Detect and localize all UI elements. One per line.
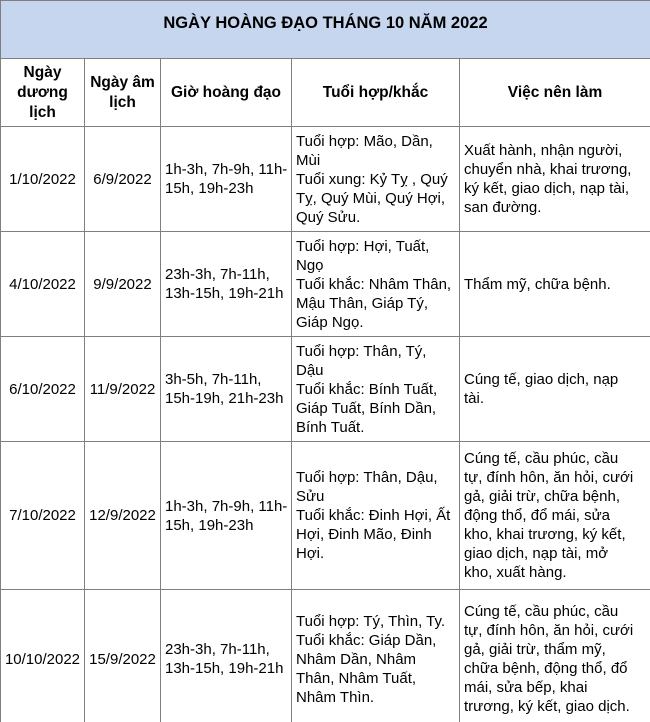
table-row [1,442,650,590]
table-title: NGÀY HOÀNG ĐẠO THÁNG 10 NĂM 2022 [1,1,650,59]
header-solar-date: Ngày dương lịch [1,59,85,127]
lunar-date-cell: 9/9/2022 [85,232,161,337]
header-compatible-ages: Tuổi hợp/khắc [292,59,460,127]
tasks-cell: Xuất hành, nhận người, chuyển nhà, khai trương, ký kết, giao dịch, nạp tài, san đường. [460,127,650,232]
table-row [1,337,650,442]
header-recommended-tasks: Việc nên làm [460,59,650,127]
hours-cell: 1h-3h, 7h-9h, 11h- 15h, 19h-23h [161,127,292,232]
ages-cell: Tuổi hợp: Mão, Dần, Mùi Tuổi xung: Kỷ Tỵ , Quý Tỵ, Quý Mùi, Quý Hợi, Quý Sửu. [292,127,460,232]
solar-date-cell: 6/10/2022 [1,337,85,442]
tasks-cell: Cúng tế, giao dịch, nạp tài. [460,337,650,442]
header-lunar-date: Ngày âm lịch [85,59,161,127]
table-row [1,590,650,722]
solar-date-cell: 1/10/2022 [1,127,85,232]
hours-cell: 1h-3h, 7h-9h, 11h- 15h, 19h-23h [161,442,292,590]
ages-cell: Tuổi hợp: Thân, Dậu, Sửu Tuổi khắc: Đinh Hợi, Ất Hợi, Đinh Mão, Đinh Hợi. [292,442,460,590]
hours-cell: 23h-3h, 7h-11h, 13h-15h, 19h-21h [161,232,292,337]
solar-date-cell: 10/10/2022 [1,590,85,722]
solar-date-cell: 7/10/2022 [1,442,85,590]
title-row [1,1,650,59]
ages-cell: Tuổi hợp: Hợi, Tuất, Ngọ Tuổi khắc: Nhâm Thân, Mậu Thân, Giáp Tý, Giáp Ngọ. [292,232,460,337]
tasks-cell: Cúng tế, cầu phúc, cầu tự, đính hôn, ăn hỏi, cưới gả, giải trừ, chữa bệnh, động thổ, đổ mái, sửa kho, khai trương, ký kết, giao dịch, nạp tài, mở kho, xuất hàng. [460,442,650,590]
ages-cell: Tuổi hợp: Thân, Tý, Dậu Tuổi khắc: Bính Tuất, Giáp Tuất, Bính Dần, Bính Tuất. [292,337,460,442]
header-auspicious-hours: Giờ hoàng đạo [161,59,292,127]
tasks-cell: Cúng tế, cầu phúc, cầu tự, đính hôn, ăn hỏi, cưới gả, giải trừ, thẩm mỹ, chữa bệnh, động thổ, đổ mái, sửa bếp, khai trương, ký kết, giao dịch. [460,590,650,722]
lunar-date-cell: 12/9/2022 [85,442,161,590]
table-row [1,127,650,232]
header-row [1,59,650,127]
hours-cell: 3h-5h, 7h-11h, 15h-19h, 21h-23h [161,337,292,442]
lunar-date-cell: 6/9/2022 [85,127,161,232]
hours-cell: 23h-3h, 7h-11h, 13h-15h, 19h-21h [161,590,292,722]
lunar-date-cell: 11/9/2022 [85,337,161,442]
tasks-cell: Thẩm mỹ, chữa bệnh. [460,232,650,337]
solar-date-cell: 4/10/2022 [1,232,85,337]
ages-cell: Tuổi hợp: Tý, Thìn, Ty. Tuổi khắc: Giáp Dần, Nhâm Dần, Nhâm Thân, Nhâm Tuất, Nhâm Thìn. [292,590,460,722]
lunar-date-cell: 15/9/2022 [85,590,161,722]
table-row [1,232,650,337]
